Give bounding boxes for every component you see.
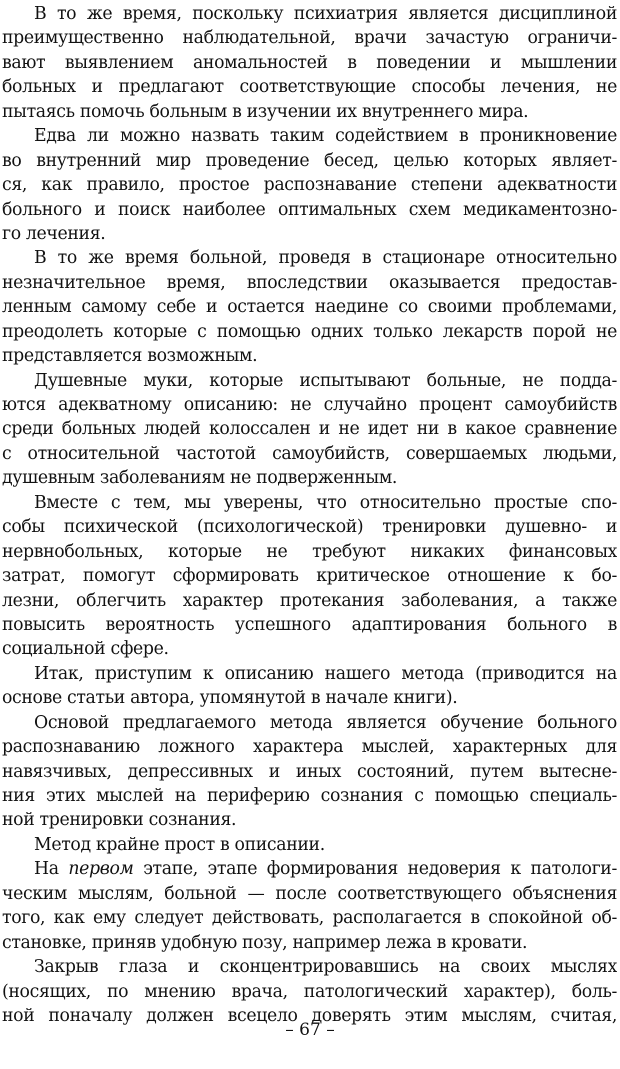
text-line: с относительной частотой самоубийств, совершаемых людьми, (2, 443, 617, 464)
text-line: ются адекватному описанию: не случайно процент самоубийств (2, 395, 617, 415)
text-line: В то же время, поскольку психиатрия является дисциплиной (34, 4, 617, 24)
text-line: Душевные муки, которые испытывают больные, не подда- (34, 370, 617, 391)
text-line: го лечения. (2, 223, 106, 244)
text-line: (носящих, по мнению врача, патологический характер), боль- (2, 981, 617, 1002)
text-line: вают выявлением аномальностей в поведении и мышлении (2, 52, 617, 73)
body-text (2, 2, 617, 1028)
text-line: преодолеть которые с помощью одних только лекарств порой не (2, 321, 617, 342)
text-line: Вместе с тем, мы уверены, что относительно простые спо- (34, 492, 617, 513)
text-line: Едва ли можно назвать таким содействием в проникновение (34, 126, 617, 147)
text-line: социальной сфере. (2, 639, 169, 660)
text-line: затрат, помогут сформировать критическое отношение к бо- (2, 566, 617, 587)
text-line: ной тренировки сознания. (2, 810, 237, 831)
text-line: преимущественно наблюдательной, врачи зачастую ограничи- (2, 28, 617, 49)
text-line: повысить вероятность успешного адаптирования больного в (2, 614, 617, 635)
text-line: во внутренний мир проведение бесед, целью которых являет- (2, 150, 617, 171)
text-line: собы психической (психологической) тренировки душевно- и (2, 517, 617, 538)
text-line: В то же время больной, проведя в стационаре относительно (34, 248, 617, 269)
text-line: незначительное время, впоследствии оказывается предостав- (2, 272, 617, 293)
page-number: – 67 – (285, 1020, 335, 1040)
text-line: ся, как правило, простое распознавание степени адекватности (2, 175, 617, 196)
text-line: навязчивых, депрессивных и иных состояний, путем вытесне- (2, 761, 617, 782)
text-line: ния этих мыслей на периферию сознания с помощью специаль- (2, 786, 617, 806)
text-line: нервнобольных, которые не требуют никаких финансовых (2, 541, 617, 562)
text-line: среди больных людей колоссален и не идет ни в какое сравнение (2, 419, 617, 440)
text-line: Основой предлагаемого метода является обучение больного (34, 712, 617, 733)
text-line (2, 857, 617, 881)
italic-word: первом (68, 859, 134, 880)
text-line: ной поначалу должен всецело доверять этим мыслям, считая, (2, 1005, 617, 1026)
text-line: Метод крайне прост в описании. (34, 834, 325, 855)
text-line: Итак, приступим к описанию нашего метода (приводится на (34, 663, 617, 684)
text-line: лезни, облегчить характер протекания заболевания, а также (2, 590, 617, 611)
text-line: становке, приняв удобную позу, например лежа в кровати. (2, 932, 528, 953)
text-line: распознаванию ложного характера мыслей, характерных для (2, 737, 617, 758)
text-line: больных и предлагают соответствующие способы лечения, не (2, 77, 617, 98)
text-line: того, как ему следует действовать, располагается в спокойной об- (2, 908, 617, 929)
text-line: Закрыв глаза и сконцентрировавшись на своих мыслях (34, 957, 617, 978)
text-fragment: На (34, 859, 59, 880)
text-line: представляется возможным. (2, 346, 258, 367)
text-line: ческим мыслям, больной — после соответствующего объяснения (2, 883, 617, 904)
text-line: основе статьи автора, упомянутой в начале книги). (2, 688, 458, 709)
text-line: душевным заболеваниям не подверженным. (2, 468, 398, 489)
text-line: больного и поиск наиболее оптимальных схем медикаментозно- (2, 199, 617, 220)
text-line: пытаясь помочь больным в изучении их внутреннего мира. (2, 101, 529, 122)
text-line: ленным самому себе и остается наедине со своими проблемами, (2, 297, 617, 318)
text-fragment: этапе, этапе формирования недоверия к патологи- (143, 859, 617, 880)
